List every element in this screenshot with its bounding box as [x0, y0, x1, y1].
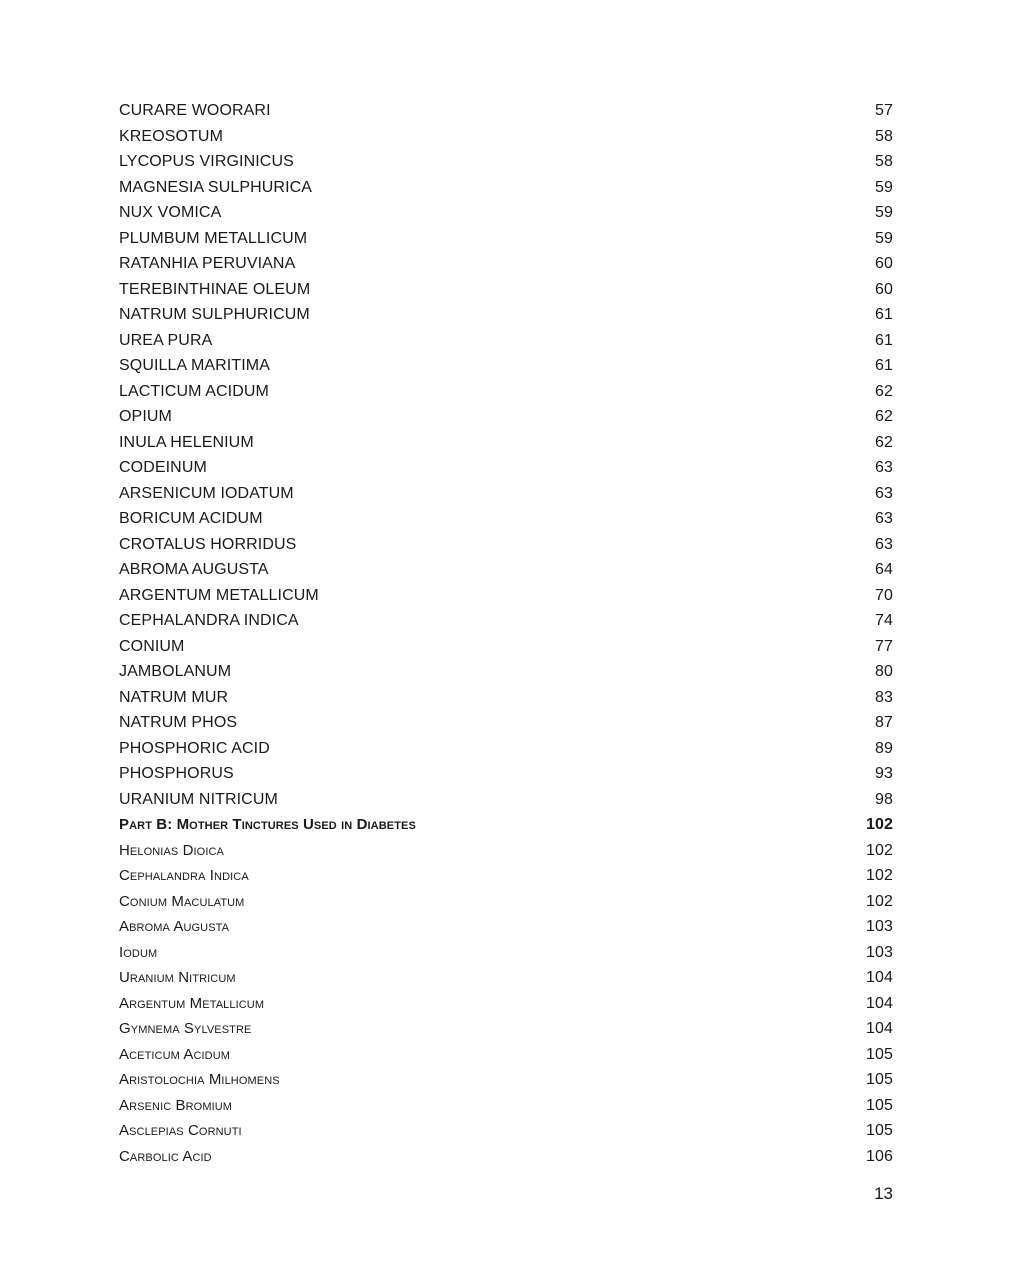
toc-entry-title: PLUMBUM METALLICUM [119, 229, 308, 247]
toc-entry-page: 77 [875, 637, 893, 655]
toc-entry [119, 889, 893, 915]
toc-entry-page: 87 [875, 714, 893, 731]
toc-entry [119, 914, 893, 940]
toc-entry-page: 80 [875, 663, 893, 680]
toc-entry-page: 60 [875, 255, 893, 272]
toc-entry-title: PHOSPHORUS [119, 765, 234, 782]
toc-entry-page: 61 [875, 357, 893, 374]
table-of-contents [119, 98, 893, 1169]
toc-entry [119, 608, 893, 634]
toc-entry-title: LACTICUM ACIDUM [119, 382, 269, 400]
toc-entry-title: NATRUM SULPHURICUM [119, 306, 310, 323]
toc-entry [119, 838, 893, 864]
toc-entry-page: 70 [875, 586, 893, 604]
toc-entry-title: ARGENTUM METALLICUM [119, 586, 319, 604]
toc-entry-title: INULA HELENIUM [119, 433, 254, 451]
toc-entry-title: BORICUM ACIDUM [119, 510, 263, 527]
toc-entry [119, 277, 893, 303]
toc-entry [119, 379, 893, 405]
toc-entry-page: 58 [875, 127, 893, 145]
toc-entry-page: 60 [875, 280, 893, 298]
toc-entry-title: TEREBINTHINAE OLEUM [119, 280, 311, 298]
toc-entry-title: CURARE WOORARI [119, 102, 271, 119]
toc-entry-page: 102 [866, 816, 893, 833]
toc-entry-page: 59 [875, 204, 893, 221]
toc-entry-title: Abroma Augusta [119, 918, 230, 935]
toc-entry [119, 124, 893, 150]
toc-entry-title: CROTALUS HORRIDUS [119, 535, 297, 553]
toc-entry-page: 103 [866, 918, 893, 935]
toc-entry-page: 104 [866, 994, 893, 1012]
toc-entry [119, 455, 893, 481]
toc-entry [119, 1118, 893, 1144]
toc-entry [119, 200, 893, 226]
toc-entry-page: 61 [875, 306, 893, 323]
page-number: 13 [874, 1184, 893, 1203]
toc-entry [119, 659, 893, 685]
toc-entry-title: LYCOPUS VIRGINICUS [119, 153, 294, 170]
toc-entry [119, 353, 893, 379]
toc-entry-page: 102 [866, 841, 893, 859]
toc-entry-page: 62 [875, 433, 893, 451]
toc-entry-page: 104 [866, 969, 893, 986]
toc-entry [119, 481, 893, 507]
toc-entry-title: Carbolic Acid [119, 1147, 212, 1165]
toc-entry-title: Iodum [119, 943, 158, 961]
toc-entry-page: 98 [875, 790, 893, 808]
toc-entry-page: 89 [875, 739, 893, 757]
toc-entry [119, 557, 893, 583]
toc-entry-title: SQUILLA MARITIMA [119, 357, 270, 374]
toc-entry-title: NATRUM PHOS [119, 714, 238, 731]
toc-entry-title: MAGNESIA SULPHURICA [119, 178, 313, 196]
toc-entry-title: RATANHIA PERUVIANA [119, 255, 296, 272]
toc-entry [119, 404, 893, 430]
toc-entry-title: Aristolochia Milhomens [119, 1071, 280, 1088]
toc-entry-page: 64 [875, 561, 893, 578]
toc-entry [119, 1093, 893, 1119]
toc-entry-page: 102 [866, 867, 893, 884]
toc-entry [119, 1144, 893, 1170]
toc-entry-page: 63 [875, 535, 893, 553]
toc-entry [119, 685, 893, 711]
toc-entry [119, 532, 893, 558]
toc-entry [119, 583, 893, 609]
toc-entry-page: 105 [866, 1096, 893, 1114]
toc-entry [119, 991, 893, 1017]
toc-entry-page: 63 [875, 510, 893, 527]
toc-entry [119, 761, 893, 787]
toc-entry [119, 175, 893, 201]
toc-entry-title: KREOSOTUM [119, 127, 224, 145]
toc-entry-title: Helonias Dioica [119, 841, 224, 859]
toc-entry [119, 506, 893, 532]
toc-entry-page: 83 [875, 688, 893, 706]
toc-entry-page: 104 [866, 1020, 893, 1037]
toc-entry-page: 74 [875, 612, 893, 629]
toc-entry-title: URANIUM NITRICUM [119, 790, 278, 808]
toc-entry-page: 63 [875, 459, 893, 476]
toc-entry-title: Conium Maculatum [119, 892, 245, 910]
toc-entry [119, 940, 893, 966]
toc-entry [119, 736, 893, 762]
toc-entry-title: Gymnema Sylvestre [119, 1020, 252, 1037]
toc-entry-page: 105 [866, 1071, 893, 1088]
toc-entry-title: CODEINUM [119, 459, 207, 476]
toc-entry-title: PHOSPHORIC ACID [119, 739, 270, 757]
toc-entry [119, 149, 893, 175]
toc-entry-page: 106 [866, 1147, 893, 1165]
toc-entry-title: CONIUM [119, 637, 185, 655]
toc-entry-page: 105 [866, 1045, 893, 1063]
toc-entry [119, 1067, 893, 1093]
toc-entry-title: ARSENICUM IODATUM [119, 484, 294, 502]
toc-entry-title: OPIUM [119, 408, 172, 425]
toc-entry-title: CEPHALANDRA INDICA [119, 612, 299, 629]
toc-entry-title: Uranium Nitricum [119, 969, 236, 986]
toc-entry [119, 98, 893, 124]
toc-entry-page: 103 [866, 943, 893, 961]
toc-entry-title: Cephalandra Indica [119, 867, 249, 884]
toc-entry [119, 328, 893, 354]
toc-entry-page: 61 [875, 331, 893, 349]
toc-entry [119, 965, 893, 991]
toc-entry [119, 226, 893, 252]
toc-entry-page: 63 [875, 484, 893, 502]
toc-entry-title: Part B: Mother Tinctures Used in Diabetes [119, 816, 416, 833]
toc-entry-title: NATRUM MUR [119, 688, 229, 706]
toc-section-heading [119, 812, 893, 838]
toc-entry-title: Arsenic Bromium [119, 1096, 233, 1114]
toc-entry-page: 57 [875, 102, 893, 119]
toc-entry [119, 787, 893, 813]
toc-entry [119, 1016, 893, 1042]
toc-entry [119, 710, 893, 736]
toc-entry [119, 430, 893, 456]
toc-entry [119, 302, 893, 328]
toc-entry-page: 59 [875, 178, 893, 196]
toc-entry-title: Asclepias Cornuti [119, 1122, 242, 1139]
toc-entry-title: ABROMA AUGUSTA [119, 561, 269, 578]
toc-entry [119, 251, 893, 277]
toc-entry-page: 62 [875, 408, 893, 425]
toc-entry [119, 1042, 893, 1068]
toc-entry-title: Argentum Metallicum [119, 994, 265, 1012]
toc-entry-title: Aceticum Acidum [119, 1045, 231, 1063]
toc-entry-title: NUX VOMICA [119, 204, 222, 221]
toc-entry-page: 58 [875, 153, 893, 170]
toc-entry [119, 863, 893, 889]
toc-entry-title: JAMBOLANUM [119, 663, 232, 680]
toc-entry-title: UREA PURA [119, 331, 213, 349]
toc-entry-page: 93 [875, 765, 893, 782]
toc-entry-page: 102 [866, 892, 893, 910]
toc-entry-page: 59 [875, 229, 893, 247]
toc-entry-page: 62 [875, 382, 893, 400]
toc-entry-page: 105 [866, 1122, 893, 1139]
toc-entry [119, 634, 893, 660]
